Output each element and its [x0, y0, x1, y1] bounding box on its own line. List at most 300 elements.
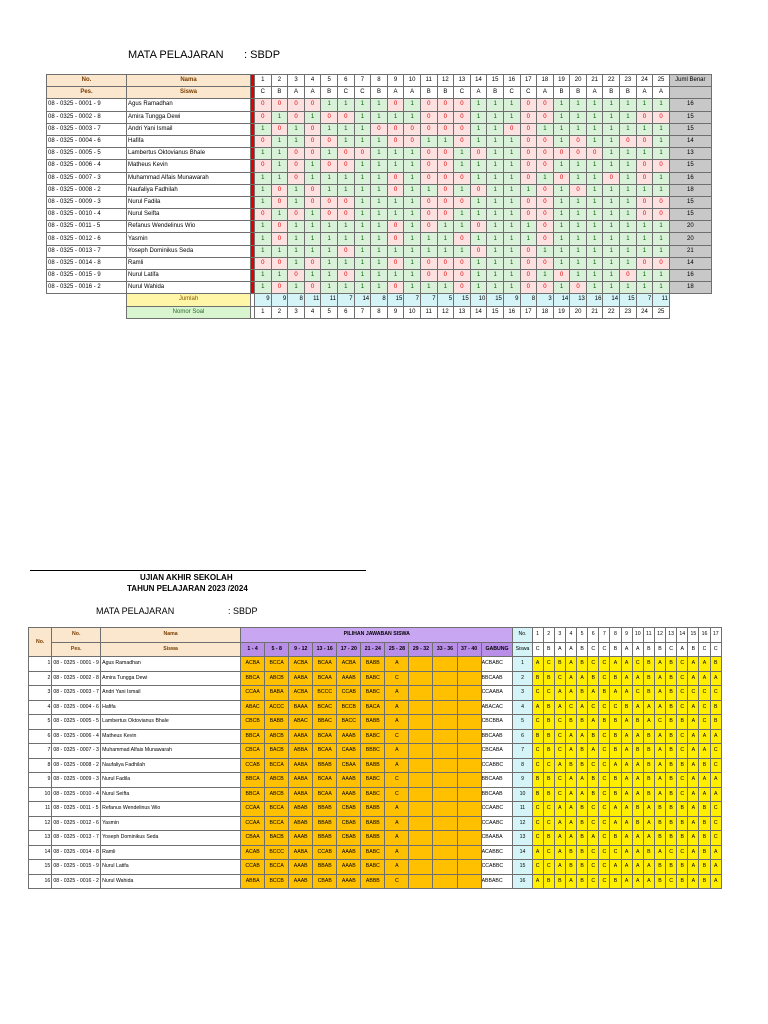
answer-group: A [385, 758, 409, 773]
score-mark: 1 [470, 111, 487, 123]
gabung-cell: ABBABC [481, 874, 513, 889]
student-total: 14 [669, 135, 711, 147]
score-mark: 0 [537, 221, 554, 233]
answer-cell: B [588, 773, 599, 788]
jumlah-cell: 11 [653, 294, 670, 306]
score-mark: 1 [586, 221, 603, 233]
score-mark: 1 [487, 148, 504, 160]
score-mark: 1 [454, 184, 471, 196]
answer-cell: B [677, 802, 688, 817]
answer-key-cell: A [621, 642, 632, 657]
score-mark: 1 [337, 99, 354, 111]
score-mark: 1 [537, 245, 554, 257]
answer-key-cell: C [354, 87, 371, 99]
answer-cell: C [599, 831, 610, 846]
answer-cell: B [577, 686, 588, 701]
header-siswa-2: Siswa [513, 642, 532, 657]
score-mark: 1 [304, 111, 321, 123]
score-mark: 1 [570, 270, 587, 282]
row-number: 15 [29, 860, 52, 875]
score-mark: 0 [387, 282, 404, 294]
score-mark: 1 [454, 245, 471, 257]
answer-group: ABBA [241, 874, 265, 889]
answer-group [433, 715, 457, 730]
range-header: 25 - 28 [385, 642, 409, 657]
answer-cell: C [554, 744, 565, 759]
answer-group: BBCA [241, 787, 265, 802]
score-mark: 1 [404, 184, 421, 196]
answer-group: AABA [289, 845, 313, 860]
gabung-cell: CBAABA [481, 831, 513, 846]
answer-cell: C [710, 686, 721, 701]
answer-key-cell: C [699, 642, 710, 657]
score-mark: 0 [454, 270, 471, 282]
student-row [29, 700, 722, 715]
score-mark: 1 [586, 270, 603, 282]
student-name: Amira Tungga Dewi [127, 111, 251, 123]
answer-cell: A [632, 845, 643, 860]
answer-cell: B [643, 787, 654, 802]
answer-cell: B [565, 758, 576, 773]
range-header: 29 - 32 [409, 642, 433, 657]
score-mark: 1 [404, 148, 421, 160]
student-total: 15 [669, 111, 711, 123]
score-mark: 1 [636, 148, 653, 160]
answer-cell: C [710, 758, 721, 773]
answer-group: C [385, 874, 409, 889]
answer-cell: A [565, 787, 576, 802]
answer-cell: A [654, 758, 665, 773]
score-mark: 0 [304, 282, 321, 294]
answer-cell: B [577, 802, 588, 817]
score-mark: 1 [653, 135, 670, 147]
answer-cell: B [588, 671, 599, 686]
answer-cell: B [666, 758, 677, 773]
score-mark: 0 [636, 196, 653, 208]
answer-cell: A [632, 831, 643, 846]
jumlah-cell: 14 [553, 294, 570, 306]
student-total: 15 [669, 196, 711, 208]
gabung-cell: ABACAC [481, 700, 513, 715]
score-mark: 1 [387, 245, 404, 257]
answer-cell: A [688, 874, 699, 889]
answer-cell: C [599, 744, 610, 759]
student-name: Andri Yani Ismail [127, 123, 251, 135]
student-number: 08 - 0325 - 0010 - 4 [52, 787, 101, 802]
header-no: No. [29, 628, 52, 657]
answer-cell: B [632, 744, 643, 759]
student-number: 08 - 0325 - 0016 - 2 [52, 874, 101, 889]
score-mark: 0 [537, 148, 554, 160]
question-number: 19 [553, 75, 570, 87]
answer-key-cell: B [271, 87, 288, 99]
score-mark: 1 [553, 209, 570, 221]
score-mark: 0 [271, 221, 288, 233]
student-number: 08 - 0325 - 0002 - 8 [47, 111, 127, 123]
score-mark: 1 [371, 196, 388, 208]
answer-cell: A [610, 686, 621, 701]
score-mark: 1 [603, 123, 620, 135]
score-mark: 0 [437, 160, 454, 172]
score-mark: 1 [404, 111, 421, 123]
answer-group: C [385, 671, 409, 686]
answer-group [409, 744, 433, 759]
score-mark: 1 [503, 160, 520, 172]
answer-key-cell: A [304, 87, 321, 99]
answer-group: BACA [361, 700, 385, 715]
score-mark: 1 [503, 196, 520, 208]
answer-group: CBAB [337, 831, 361, 846]
student-index: 12 [513, 816, 532, 831]
answer-cell: A [632, 758, 643, 773]
answer-group [409, 758, 433, 773]
score-mark: 1 [603, 209, 620, 221]
answer-group: AAAB [337, 874, 361, 889]
answer-cell: A [710, 729, 721, 744]
student-row [29, 874, 722, 889]
score-mark: 0 [387, 184, 404, 196]
score-mark: 0 [420, 172, 437, 184]
score-mark: 1 [636, 221, 653, 233]
answer-group: BCCC [265, 845, 289, 860]
score-mark: 1 [553, 160, 570, 172]
student-total: 14 [669, 257, 711, 269]
answer-group: ABBA [289, 744, 313, 759]
answer-group: BCAA [313, 744, 337, 759]
row-number: 7 [29, 744, 52, 759]
answer-cell: B [554, 657, 565, 672]
answer-group: BACB [265, 831, 289, 846]
answer-group: CCAA [241, 802, 265, 817]
score-mark: 0 [620, 135, 637, 147]
answer-group [409, 845, 433, 860]
score-mark: 0 [520, 111, 537, 123]
range-header: 9 - 12 [289, 642, 313, 657]
score-mark: 0 [255, 257, 272, 269]
answer-cell: A [621, 860, 632, 875]
question-number: 15 [487, 75, 504, 87]
answer-key-cell: A [404, 87, 421, 99]
student-number: 08 - 0325 - 0015 - 9 [47, 270, 127, 282]
score-mark: 1 [354, 123, 371, 135]
bottom-title-2: TAHUN PELAJARAN 2023 /2024 [127, 584, 248, 593]
answer-cell: C [588, 860, 599, 875]
answer-group: AABA [289, 758, 313, 773]
answer-cell: B [532, 671, 543, 686]
score-mark: 1 [603, 148, 620, 160]
nomor-soal-cell: 10 [404, 306, 421, 318]
answer-cell: A [654, 686, 665, 701]
student-total: 16 [669, 99, 711, 111]
student-number: 08 - 0325 - 0014 - 8 [52, 845, 101, 860]
score-mark: 0 [404, 135, 421, 147]
answer-group [457, 831, 481, 846]
answer-group: ABAC [289, 715, 313, 730]
answer-cell: B [565, 845, 576, 860]
answer-cell: A [621, 845, 632, 860]
answer-cell: A [699, 729, 710, 744]
student-row [47, 196, 712, 208]
range-header: 13 - 16 [313, 642, 337, 657]
answer-cell: C [543, 816, 554, 831]
answer-group: AABA [289, 773, 313, 788]
bottom-title-1: UJIAN AKHIR SEKOLAH [140, 573, 233, 582]
row-number: 4 [29, 700, 52, 715]
score-mark: 1 [337, 123, 354, 135]
jumlah-cell: 3 [537, 294, 554, 306]
score-mark: 1 [487, 160, 504, 172]
score-mark: 0 [255, 160, 272, 172]
student-row [47, 99, 712, 111]
nomor-soal-cell: 9 [387, 306, 404, 318]
answer-cell: C [588, 874, 599, 889]
answer-group: AAAB [337, 860, 361, 875]
answer-cell: A [688, 758, 699, 773]
student-number: 08 - 0325 - 0011 - 5 [47, 221, 127, 233]
answer-key-cell: A [470, 87, 487, 99]
student-row [29, 845, 722, 860]
student-total: 13 [669, 148, 711, 160]
answer-cell: C [543, 657, 554, 672]
score-mark: 1 [636, 184, 653, 196]
answer-cell: B [699, 802, 710, 817]
answer-cell: B [554, 874, 565, 889]
score-mark: 1 [387, 209, 404, 221]
nomor-soal-cell: 8 [371, 306, 388, 318]
score-mark: 1 [586, 196, 603, 208]
score-mark: 1 [603, 196, 620, 208]
student-index: 6 [513, 729, 532, 744]
score-mark: 1 [371, 99, 388, 111]
answer-cell: A [554, 816, 565, 831]
question-number: 20 [570, 75, 587, 87]
answer-cell: A [554, 845, 565, 860]
score-mark: 1 [337, 172, 354, 184]
answer-key-cell: A [537, 87, 554, 99]
score-mark: 1 [570, 111, 587, 123]
student-name: Andri Yani Ismail [101, 686, 241, 701]
score-mark: 0 [570, 148, 587, 160]
question-number: 12 [654, 628, 665, 643]
answer-cell: B [599, 715, 610, 730]
answer-cell: C [677, 773, 688, 788]
score-mark: 0 [537, 209, 554, 221]
answer-cell: A [621, 686, 632, 701]
nomor-soal-row [47, 306, 712, 318]
score-mark: 1 [586, 209, 603, 221]
answer-group: ACBA [289, 686, 313, 701]
answer-cell: B [543, 874, 554, 889]
answer-cell: C [666, 845, 677, 860]
answer-group [409, 715, 433, 730]
score-mark: 0 [537, 282, 554, 294]
answer-cell: B [543, 671, 554, 686]
answer-cell: C [599, 802, 610, 817]
score-mark: 0 [454, 257, 471, 269]
score-mark: 1 [620, 123, 637, 135]
student-row [29, 715, 722, 730]
student-row [47, 282, 712, 294]
student-number: 08 - 0325 - 0003 - 7 [47, 123, 127, 135]
score-mark: 1 [603, 270, 620, 282]
score-mark: 0 [553, 172, 570, 184]
row-number: 11 [29, 802, 52, 817]
score-mark: 1 [288, 135, 305, 147]
answer-group: CCAA [241, 686, 265, 701]
jumlah-cell: 7 [636, 294, 653, 306]
answer-group: A [385, 845, 409, 860]
answer-cell: B [666, 671, 677, 686]
answer-cell: C [677, 744, 688, 759]
score-mark: 0 [387, 123, 404, 135]
student-name: Nurul Fadila [101, 773, 241, 788]
answer-group: BABC [361, 729, 385, 744]
score-mark: 1 [470, 257, 487, 269]
score-mark: 1 [553, 233, 570, 245]
answer-cell: C [610, 700, 621, 715]
answer-cell: A [565, 802, 576, 817]
row-number: 10 [29, 787, 52, 802]
score-mark: 0 [271, 184, 288, 196]
answer-cell: A [565, 831, 576, 846]
answer-cell: B [577, 845, 588, 860]
nomor-soal-cell: 4 [304, 306, 321, 318]
score-mark: 1 [653, 233, 670, 245]
answer-cell: C [599, 657, 610, 672]
score-mark: 1 [437, 221, 454, 233]
jumlah-cell: 7 [404, 294, 421, 306]
answer-cell: B [677, 715, 688, 730]
score-mark: 1 [586, 233, 603, 245]
score-mark: 1 [586, 184, 603, 196]
student-number: 08 - 0325 - 0006 - 4 [52, 729, 101, 744]
student-row [47, 209, 712, 221]
answer-group: BCAA [313, 787, 337, 802]
score-mark: 1 [437, 282, 454, 294]
answer-cell: A [588, 686, 599, 701]
answer-group: A [385, 860, 409, 875]
score-mark: 1 [503, 184, 520, 196]
answer-cell: A [577, 729, 588, 744]
score-mark: 0 [454, 233, 471, 245]
answer-group: A [385, 831, 409, 846]
answer-cell: C [532, 816, 543, 831]
answer-cell: C [588, 657, 599, 672]
question-number: 6 [337, 75, 354, 87]
answer-cell: C [532, 831, 543, 846]
answer-cell: B [666, 715, 677, 730]
answer-cell: A [554, 686, 565, 701]
score-mark: 0 [271, 257, 288, 269]
score-mark: 0 [288, 172, 305, 184]
answer-cell: A [565, 657, 576, 672]
answer-group: ABCB [265, 773, 289, 788]
score-mark: 0 [321, 160, 338, 172]
answer-cell: A [643, 700, 654, 715]
score-mark: 1 [586, 135, 603, 147]
jumlah-cell: 7 [420, 294, 437, 306]
score-mark: 0 [437, 184, 454, 196]
answer-cell: C [654, 715, 665, 730]
question-number: 10 [632, 628, 643, 643]
question-number: 1 [255, 75, 272, 87]
score-mark: 1 [404, 245, 421, 257]
question-number: 5 [321, 75, 338, 87]
answer-cell: B [699, 874, 710, 889]
score-mark: 1 [337, 184, 354, 196]
answer-cell: A [710, 787, 721, 802]
score-mark: 0 [288, 111, 305, 123]
answer-key-cell: B [437, 87, 454, 99]
score-mark: 0 [321, 196, 338, 208]
answer-cell: A [621, 758, 632, 773]
score-mark: 0 [321, 209, 338, 221]
score-mark: 0 [420, 148, 437, 160]
answer-group: BCAC [313, 700, 337, 715]
score-mark: 1 [503, 270, 520, 282]
answer-cell: A [565, 744, 576, 759]
score-mark: 1 [620, 148, 637, 160]
answer-cell: B [577, 860, 588, 875]
answer-cell: B [543, 831, 554, 846]
score-mark: 1 [321, 172, 338, 184]
score-mark: 0 [470, 184, 487, 196]
question-number: 2 [271, 75, 288, 87]
answer-cell: C [599, 874, 610, 889]
score-mark: 1 [371, 233, 388, 245]
answer-group: ACCC [265, 700, 289, 715]
answer-key-cell: B [610, 642, 621, 657]
answer-group: BCAA [313, 671, 337, 686]
score-mark: 1 [304, 209, 321, 221]
answer-cell: C [599, 845, 610, 860]
answer-group: A [385, 744, 409, 759]
score-mark: 0 [636, 111, 653, 123]
score-mark: 0 [437, 172, 454, 184]
score-mark: 1 [321, 282, 338, 294]
score-mark: 1 [255, 282, 272, 294]
score-mark: 0 [437, 99, 454, 111]
score-mark: 0 [304, 99, 321, 111]
question-number: 8 [610, 628, 621, 643]
gabung-cell: BBCAAB [481, 773, 513, 788]
answer-key-cell: B [688, 642, 699, 657]
answer-cell: B [666, 686, 677, 701]
bottom-answer-table [28, 627, 722, 889]
student-row [47, 221, 712, 233]
question-number: 16 [699, 628, 710, 643]
answer-group: BAAA [289, 700, 313, 715]
answer-cell: A [621, 802, 632, 817]
answer-group: AAAB [289, 831, 313, 846]
answer-group: C [385, 787, 409, 802]
answer-group [409, 816, 433, 831]
score-mark: 1 [371, 245, 388, 257]
answer-cell: A [654, 700, 665, 715]
student-number: 08 - 0325 - 0001 - 9 [52, 657, 101, 672]
answer-cell: A [565, 729, 576, 744]
answer-group: CBAB [313, 874, 337, 889]
answer-group [433, 686, 457, 701]
score-mark: 1 [387, 196, 404, 208]
score-mark: 0 [337, 160, 354, 172]
answer-cell: A [688, 657, 699, 672]
score-mark: 0 [470, 245, 487, 257]
answer-cell: B [643, 686, 654, 701]
student-number: 08 - 0325 - 0014 - 8 [47, 257, 127, 269]
score-mark: 0 [636, 160, 653, 172]
score-mark: 0 [454, 99, 471, 111]
